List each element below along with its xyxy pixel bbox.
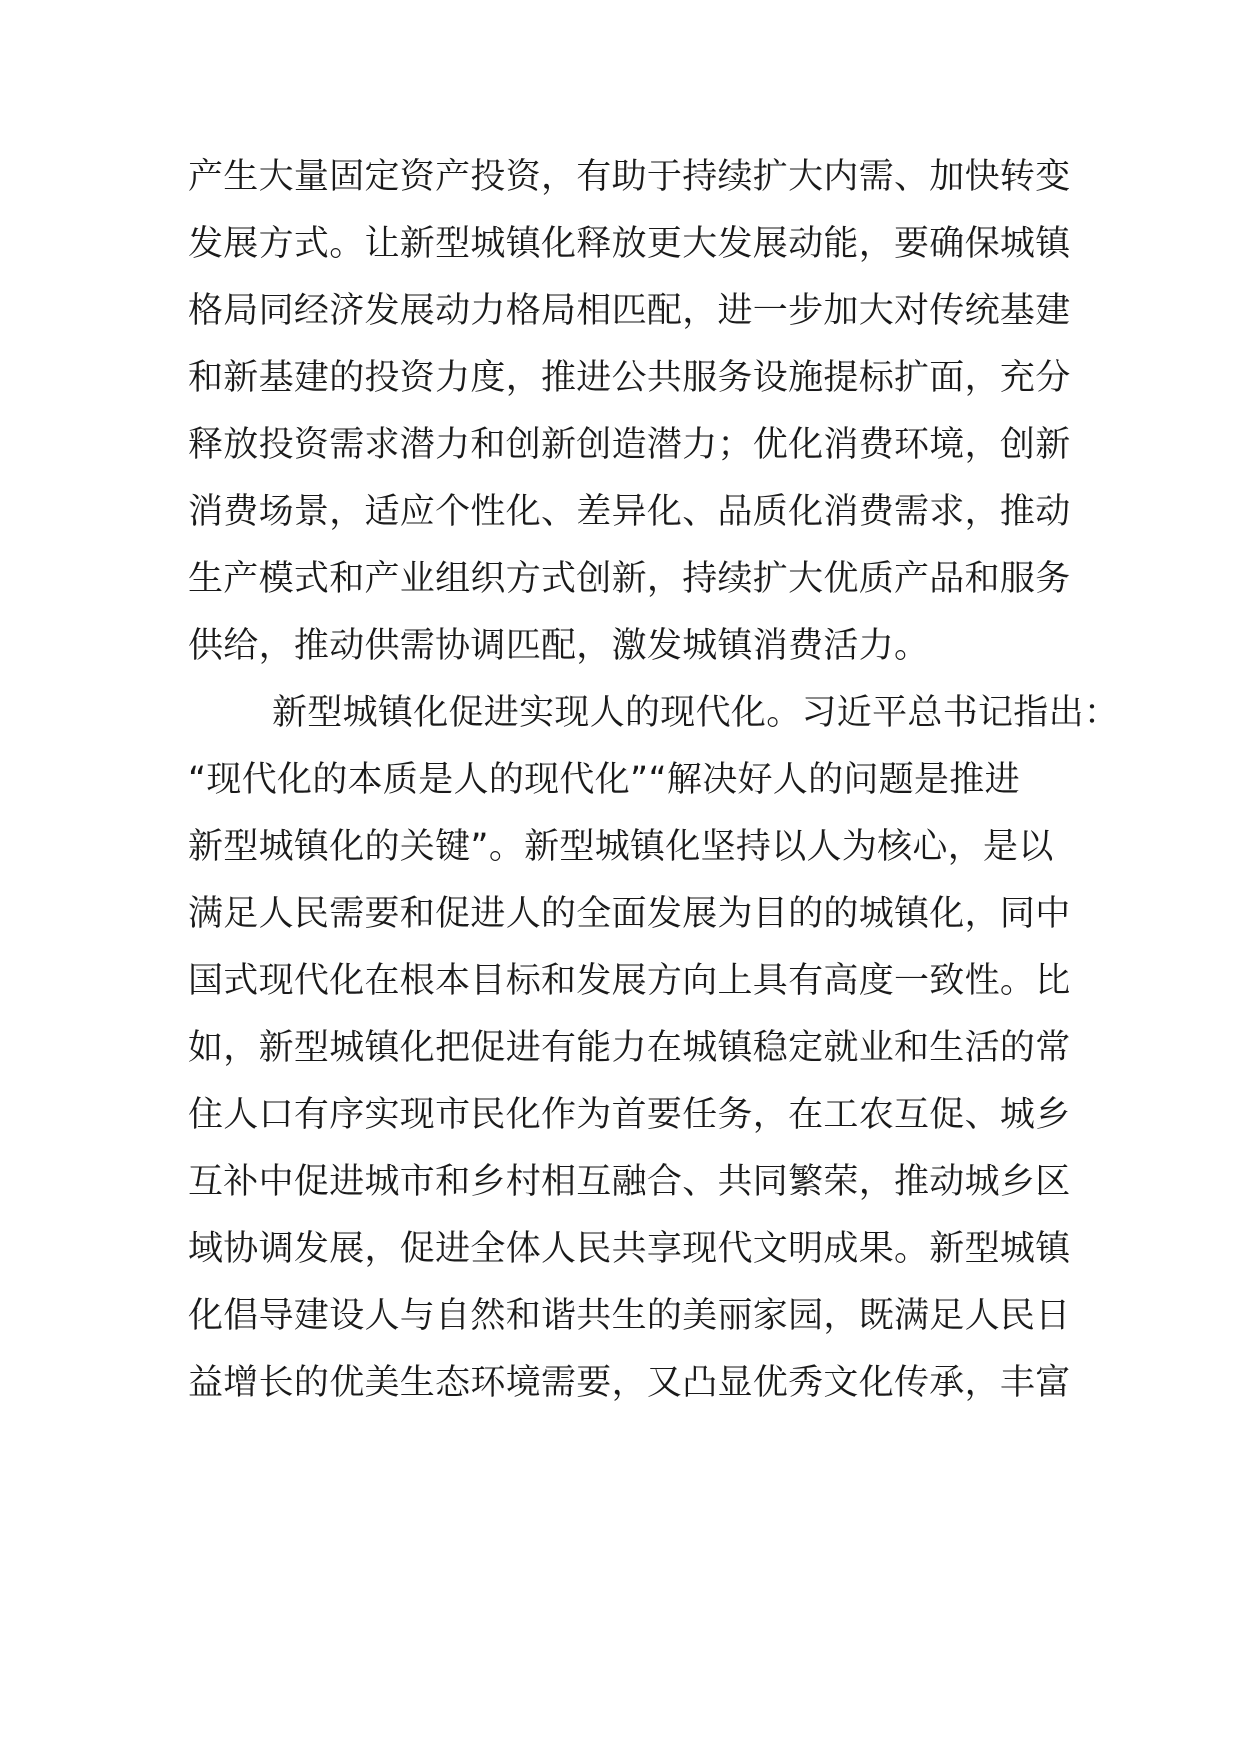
text-line: 供给，推动供需协调匹配，激发城镇消费活力。 [188, 626, 930, 666]
text-line: 格局同经济发展动力格局相匹配，进一步加大对传统基建 [188, 291, 1071, 331]
text-line: 产生大量固定资产投资，有助于持续扩大内需、加快转变 [188, 157, 1071, 197]
text-line: 互补中促进城市和乡村相互融合、共同繁荣，推动城乡区 [188, 1162, 1071, 1202]
text-line: 消费场景，适应个性化、差异化、品质化消费需求，推动 [188, 492, 1071, 532]
text-line: 国式现代化在根本目标和发展方向上具有高度一致性。比 [188, 961, 1071, 1001]
text-line: 住人口有序实现市民化作为首要任务，在工农互促、城乡 [188, 1095, 1071, 1135]
text-line: 域协调发展，促进全体人民共享现代文明成果。新型城镇 [188, 1229, 1071, 1269]
text-line: 新型城镇化促进实现人的现代化。习近平总书记指出： [272, 693, 1120, 733]
text-line: 和新基建的投资力度，推进公共服务设施提标扩面，充分 [188, 358, 1071, 398]
text-line: 发展方式。让新型城镇化释放更大发展动能，要确保城镇 [188, 224, 1071, 264]
text-line: 益增长的优美生态环境需要，又凸显优秀文化传承，丰富 [188, 1363, 1071, 1403]
text-line: 释放投资需求潜力和创新创造潜力；优化消费环境，创新 [188, 425, 1071, 465]
text-line: 满足人民需要和促进人的全面发展为目的的城镇化，同中 [188, 894, 1071, 934]
text-line: 如，新型城镇化把促进有能力在城镇稳定就业和生活的常 [188, 1028, 1071, 1068]
text-line: 新型城镇化的关键”。新型城镇化坚持以人为核心，是以 [188, 827, 1054, 867]
text-line: 化倡导建设人与自然和谐共生的美丽家园，既满足人民日 [188, 1296, 1071, 1336]
text-line: 生产模式和产业组织方式创新，持续扩大优质产品和服务 [188, 559, 1071, 599]
text-line: “现代化的本质是人的现代化”“解决好人的问题是推进 [188, 760, 1020, 800]
